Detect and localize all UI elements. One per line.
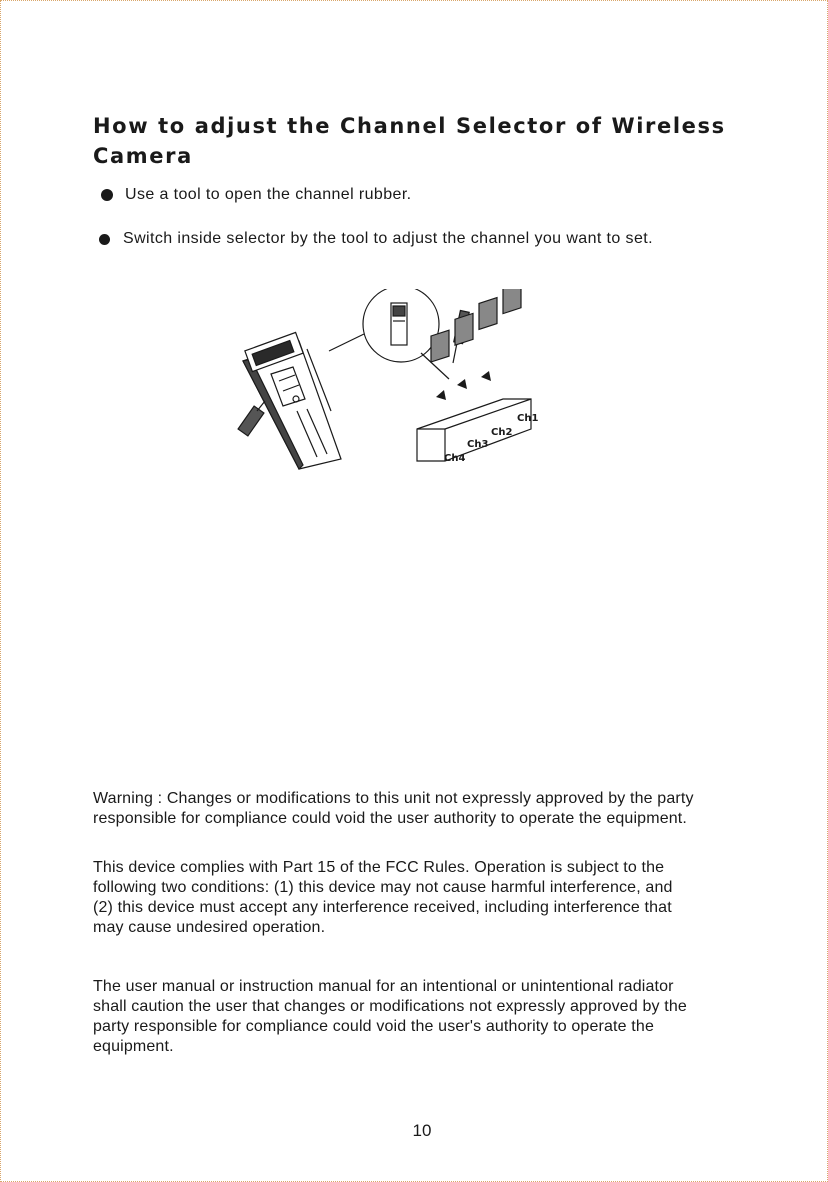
fcc-line: (2) this device must accept any interference received, including interference that [93, 899, 672, 916]
manual-line: shall caution the user that changes or modifications not expressly approved by the [93, 998, 687, 1015]
channel-label-ch4: Ch4 [444, 453, 466, 464]
step-1-text: Use a tool to open the channel rubber. [125, 186, 412, 203]
channel-selector-illustration [231, 289, 561, 474]
manual-line: The user manual or instruction manual for an intentional or unintentional radiator [93, 978, 674, 995]
manual-line: party responsible for compliance could void the user's authority to operate the [93, 1018, 654, 1035]
fcc-line: following two conditions: (1) this device may not cause harmful interference, and [93, 879, 673, 896]
channel-label-ch3: Ch3 [467, 439, 489, 450]
warning-line: responsible for compliance could void the user authority to operate the equipment. [93, 810, 687, 827]
bullet-dot-icon [99, 234, 110, 245]
manual-caution-paragraph [93, 977, 793, 1057]
channel-label-ch1: Ch1 [517, 413, 539, 424]
switch-detail-magnifier [329, 289, 449, 379]
step-2-text: Switch inside selector by the tool to adjust the channel you want to set. [123, 230, 653, 247]
step-2 [99, 230, 653, 248]
fcc-line: This device complies with Part 15 of the FCC Rules. Operation is subject to the [93, 859, 665, 876]
warning-line: Warning : Changes or modifications to this unit not expressly approved by the party [93, 790, 694, 807]
camera-body-drawing [243, 332, 341, 469]
title-line-1: How to adjust the Channel Selector of Wireless [93, 114, 726, 138]
fcc-line: may cause undesired operation. [93, 919, 326, 936]
step-1 [101, 186, 412, 204]
fcc-paragraph [93, 858, 793, 938]
page-title [93, 111, 773, 171]
page-number: 10 [412, 1121, 432, 1140]
left-tool-drawing [238, 401, 265, 436]
warning-paragraph [93, 789, 793, 829]
bullet-dot-icon [101, 189, 113, 201]
channel-label-ch2: Ch2 [491, 427, 513, 438]
manual-line: equipment. [93, 1038, 174, 1055]
title-line-2: Camera [93, 144, 193, 168]
